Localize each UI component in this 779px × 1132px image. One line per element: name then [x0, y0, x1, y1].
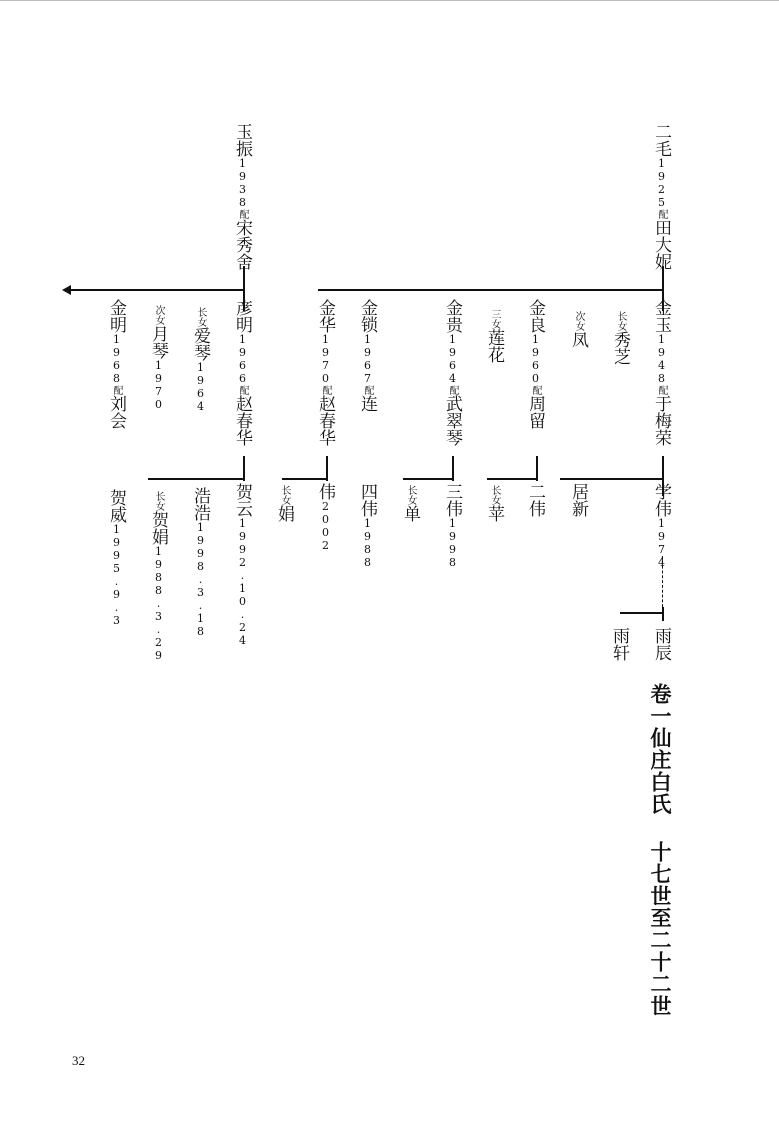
connector-line [148, 478, 245, 480]
person-name: 居新 [568, 483, 588, 517]
spouse-marker: 配 [237, 209, 248, 219]
person-yuchen [652, 627, 669, 661]
person-ermao [652, 123, 669, 270]
page-title: 卷一仙庄白氏 十七世至二十二世 [648, 683, 673, 1017]
spouse-marker: 配 [320, 385, 331, 395]
person-name: 雨辰 [651, 627, 671, 661]
rank-label: 长女 [615, 311, 626, 331]
connector-line [70, 289, 245, 291]
spouse-name: 于梅荣 [651, 395, 671, 446]
person-name: 金锁 [357, 299, 377, 333]
person-name: 凤 [568, 331, 588, 348]
person-jinhua [316, 299, 333, 446]
person-name: 伟 [315, 483, 335, 500]
rank-label: 长女 [153, 491, 164, 511]
page-number: 32 [72, 1053, 85, 1068]
person-juxin [569, 483, 586, 517]
person-name: 金明 [106, 299, 126, 333]
birth-year: 1970 [152, 359, 165, 411]
birth-year: 1925 [655, 157, 668, 209]
person-name: 秀芝 [610, 331, 630, 365]
spouse-marker: 配 [656, 385, 667, 395]
birth-year: 1938 [236, 157, 249, 209]
person-lianhua [485, 309, 502, 363]
birth-year: 1966 [236, 333, 249, 385]
birth-year: 1995.9.3 [110, 523, 123, 627]
birth-year: 1988.3.29 [152, 545, 165, 662]
person-aiqin [191, 307, 208, 413]
person-name: 浩浩 [190, 487, 210, 521]
birth-year: 1964 [446, 333, 459, 385]
spouse-name: 田大妮 [651, 219, 671, 270]
connector-line [326, 456, 328, 481]
person-name: 金玉 [651, 299, 671, 333]
person-wei [316, 483, 333, 552]
spouse-marker: 配 [656, 209, 667, 219]
birth-year: 2002 [319, 500, 332, 552]
connector-line [282, 478, 327, 480]
rank-label: 长女 [279, 485, 290, 505]
spouse-marker: 配 [111, 385, 122, 395]
person-name: 金华 [315, 299, 335, 333]
spouse-name: 宋秀舍 [232, 219, 252, 270]
birth-year: 1948 [655, 333, 668, 385]
person-jinyu [652, 299, 669, 446]
spouse-marker: 配 [362, 385, 373, 395]
connector-line [243, 456, 245, 481]
person-yueqin [149, 305, 166, 411]
person-yuxuan [610, 627, 627, 661]
connector-line [620, 612, 664, 614]
person-erwei [526, 483, 543, 517]
spouse-marker: 配 [530, 385, 541, 395]
birth-year: 1967 [361, 333, 374, 385]
person-name: 二伟 [525, 483, 545, 517]
person-name: 金良 [525, 299, 545, 333]
rank-label: 长女 [489, 485, 500, 505]
person-yuzhen [233, 123, 250, 270]
person-xuewei [652, 483, 669, 569]
birth-year: 1970 [319, 333, 332, 385]
rank-label: 次女 [153, 305, 164, 325]
spouse-name: 周留 [525, 395, 545, 429]
spouse-name: 赵春华 [232, 395, 252, 446]
person-juan [275, 485, 292, 522]
person-hejuan [149, 491, 166, 662]
spouse-name: 连 [357, 395, 377, 412]
birth-year: 1998 [446, 517, 459, 569]
birth-year: 1992.10.24 [236, 517, 249, 647]
person-name: 贺娟 [148, 511, 168, 545]
person-name: 彦明 [232, 299, 252, 333]
person-name: 爱琴 [190, 327, 210, 361]
spouse-marker: 配 [237, 385, 248, 395]
person-name: 月琴 [148, 325, 168, 359]
person-sanwei [443, 483, 460, 569]
person-haohao [191, 487, 208, 638]
birth-year: 1988 [361, 517, 374, 569]
person-dan [401, 485, 418, 522]
connector-line [318, 289, 663, 291]
rank-label: 长女 [405, 485, 416, 505]
person-name: 雨轩 [609, 627, 629, 661]
person-name: 苹 [484, 505, 504, 522]
connector-line [536, 456, 538, 481]
connector-line [662, 607, 664, 621]
person-jinsuo [358, 299, 375, 412]
spouse-name: 武翠琴 [442, 395, 462, 446]
person-xiuzhi [611, 311, 628, 365]
person-name: 学伟 [651, 483, 671, 517]
person-jingui [443, 299, 460, 446]
connector-line [403, 478, 453, 480]
arrow-left-icon [62, 285, 71, 295]
person-name: 二毛 [651, 123, 671, 157]
rank-label: 次女 [573, 311, 584, 331]
person-siwei [358, 483, 375, 569]
birth-year: 1974 [655, 517, 668, 569]
person-name: 玉振 [232, 123, 252, 157]
birth-year: 1964 [194, 361, 207, 413]
spouse-name: 赵春华 [315, 395, 335, 446]
person-name: 金贵 [442, 299, 462, 333]
person-feng [569, 311, 586, 348]
connector-line [487, 478, 537, 480]
person-name: 莲花 [484, 329, 504, 363]
spouse-marker: 配 [447, 385, 458, 395]
birth-year: 1968 [110, 333, 123, 385]
person-jinliang [526, 299, 543, 429]
birth-year: 1998.3.18 [194, 521, 207, 638]
person-name: 贺云 [232, 483, 252, 517]
person-name: 三伟 [442, 483, 462, 517]
person-name: 四伟 [357, 483, 377, 517]
connector-line [452, 456, 454, 481]
person-hewei [107, 489, 124, 627]
person-heyun [233, 483, 250, 647]
person-jinming [107, 299, 124, 429]
rank-label: 长女 [195, 307, 206, 327]
person-ping [485, 485, 502, 522]
spouse-name: 刘会 [106, 395, 126, 429]
connector-line [560, 478, 663, 480]
person-name: 贺威 [106, 489, 126, 523]
person-name: 娟 [274, 505, 294, 522]
person-yanming [233, 299, 250, 446]
birth-year: 1960 [529, 333, 542, 385]
rank-label: 三女 [489, 309, 500, 329]
person-name: 单 [400, 505, 420, 522]
